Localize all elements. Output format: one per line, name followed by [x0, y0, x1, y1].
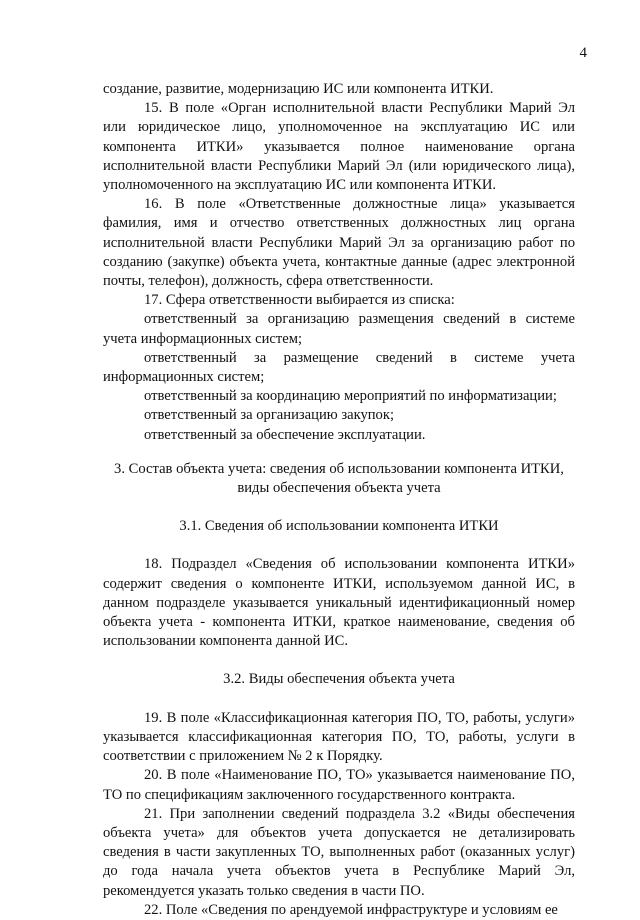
paragraph-16: 16. В поле «Ответственные должностные лица» указывается фамилия, имя и отчество ответственных должностных лиц органа исполнительной власти Республики Марий Эл за организацию работ по созданию (закупке) объекта учета, контактные данные (адрес электронной почты, телефон), должность, сфера ответственности. — [103, 196, 575, 290]
paragraph-20: 20. В поле «Наименование ПО, ТО» указывается наименование ПО, ТО по спецификациям заключенного государственного контракта. — [103, 767, 575, 803]
page-number: 4 — [579, 45, 587, 61]
paragraph-continuation: создание, развитие, модернизацию ИС или компонента ИТКИ. — [103, 81, 494, 97]
paragraph-19: 19. В поле «Классификационная категория ПО, ТО, работы, услуги» указывается классификационная категория ПО, ТО, работы, услуги в соответствии с приложением № 2 к Порядку. — [103, 709, 575, 765]
list-item-responsibility: ответственный за организацию закупок; — [144, 407, 394, 424]
list-item-responsibility: ответственный за координацию мероприятий по информатизации; — [144, 388, 557, 405]
list-item-responsibility: ответственный за обеспечение эксплуатации. — [144, 426, 426, 443]
subsection-heading-3-1: 3.1. Сведения об использовании компонента ИТКИ — [179, 518, 499, 535]
document-body — [103, 80, 575, 920]
paragraph-17: 17. Сфера ответственности выбирается из списка: — [144, 292, 455, 309]
paragraph-22: 22. Поле «Сведения по арендуемой инфраструктуре и условиям ее — [144, 901, 558, 918]
section-heading-line-2: виды обеспечения объекта учета — [237, 480, 441, 497]
list-item-responsibility: ответственный за размещение сведений в системе учета информационных систем; — [103, 349, 575, 386]
subsection-heading-3-2: 3.2. Виды обеспечения объекта учета — [223, 671, 455, 688]
section-heading-line-1: 3. Состав объекта учета: сведения об использовании компонента ИТКИ, — [114, 460, 564, 477]
list-item-responsibility: ответственный за организацию размещения сведений в системе учета информационных систем; — [103, 311, 575, 347]
paragraph-18: 18. Подраздел «Сведения об использовании компонента ИТКИ» содержит сведения о компоненте ИТКИ, используемом данной ИС, в данном подразделе указывается уникальный идентификационный номер объекта учета - компонента ИТКИ, краткое наименование, сведения об использовании компонента данной ИС. — [103, 556, 575, 650]
paragraph-15: 15. В поле «Орган исполнительной власти Республики Марий Эл или юридическое лицо, уполномоченное на эксплуатацию ИС или компонента ИТКИ» указывается полное наименование органа исполнительной власти Республики Марий Эл (или юридического лица), уполномоченного на эксплуатацию ИС или компонента ИТКИ. — [103, 100, 575, 194]
paragraph-21: 21. При заполнении сведений подраздела 3.2 «Виды обеспечения объекта учета» для объектов учета допускается не детализировать сведения в части закупленных ТО, выполненных работ (оказанных услуг) до года начала учета объектов учета в Республике Марий Эл, рекомендуется указать только сведения в части ПО. — [103, 805, 575, 899]
